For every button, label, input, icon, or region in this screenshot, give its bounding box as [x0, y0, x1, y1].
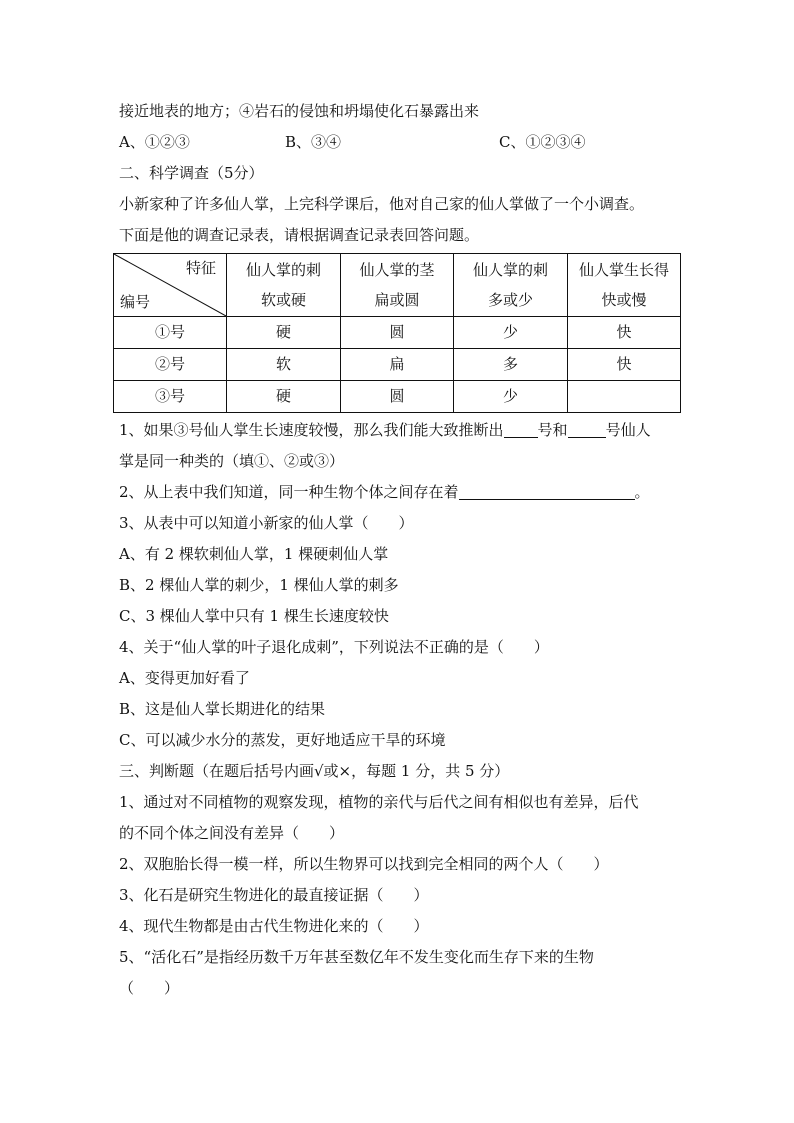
answer-blank[interactable] — [459, 481, 635, 500]
answer-blank[interactable] — [568, 419, 606, 438]
header-cell: 仙人掌的茎 扁或圆 — [341, 254, 454, 317]
table-cell-empty — [568, 381, 681, 413]
table-cell: 硬 — [227, 381, 341, 413]
table-cell: 软 — [227, 349, 341, 381]
survey-table — [113, 253, 681, 413]
q3-option-b: B、2 棵仙人掌的刺少，1 棵仙人掌的刺多 — [119, 576, 399, 594]
table-cell: 圆 — [341, 381, 454, 413]
option-c: C、①②③④ — [499, 133, 586, 151]
survey-question-2: 2、从上表中我们知道，同一种生物个体之间存在着 。 — [119, 483, 650, 501]
table-header-row — [114, 254, 681, 317]
table-cell: 扁 — [341, 349, 454, 381]
answer-blank[interactable] — [504, 419, 538, 438]
table-corner-cell — [114, 254, 227, 317]
table-row — [114, 381, 681, 413]
section-title-survey: 二、科学调查（5分） — [119, 164, 264, 182]
q3-option-c: C、3 棵仙人掌中只有 1 棵生长速度较快 — [119, 607, 389, 625]
table-cell: 少 — [454, 317, 568, 349]
table-cell: 多 — [454, 349, 568, 381]
table-cell: ②号 — [114, 349, 227, 381]
header-cell: 仙人掌的刺 软或硬 — [227, 254, 341, 317]
q4-option-b: B、这是仙人掌长期进化的结果 — [119, 700, 326, 718]
table-cell: ①号 — [114, 317, 227, 349]
q4-option-a: A、变得更加好看了 — [119, 669, 250, 687]
section-title-judgement: 三、判断题（在题后括号内画√或×，每题 1 分，共 5 分） — [119, 762, 510, 780]
survey-question-1-cont: 掌是同一种类的（填①、②或③） — [119, 452, 345, 470]
table-cell: 少 — [454, 381, 568, 413]
exam-page — [119, 96, 689, 1004]
table-cell: 圆 — [341, 317, 454, 349]
table-row — [114, 349, 681, 381]
survey-intro-line-2: 下面是他的调查记录表，请根据调查记录表回答问题。 — [119, 226, 480, 244]
question-continuation: 接近地表的地方；④岩石的侵蚀和坍塌使化石暴露出来 — [119, 102, 480, 120]
header-cell: 仙人掌的刺 多或少 — [454, 254, 568, 317]
q4-option-c: C、可以减少水分的蒸发，更好地适应干旱的环境 — [119, 731, 446, 749]
survey-question-4: 4、关于“仙人掌的叶子退化成刺”，下列说法不正确的是（ ） — [119, 638, 549, 656]
survey-question-1: 1、如果③号仙人掌生长速度较慢，那么我们能大致推断出 号和 号仙人 — [119, 421, 651, 439]
judgement-item: 的不同个体之间没有差异（ ） — [119, 824, 345, 842]
q3-option-a: A、有 2 棵软刺仙人掌，1 棵硬刺仙人掌 — [119, 545, 389, 563]
survey-intro-line-1: 小新家种了许多仙人掌，上完科学课后，他对自己家的仙人掌做了一个小调查。 — [119, 195, 645, 213]
table-row — [114, 317, 681, 349]
table-cell: 硬 — [227, 317, 341, 349]
survey-question-3: 3、从表中可以知道小新家的仙人掌（ ） — [119, 514, 414, 532]
header-cell: 仙人掌生长得 快或慢 — [568, 254, 681, 317]
judgement-item: 2、双胞胎长得一模一样，所以生物界可以找到完全相同的两个人（ ） — [119, 855, 609, 873]
judgement-item: 4、现代生物都是由古代生物进化来的（ ） — [119, 917, 429, 935]
table-cell: 快 — [568, 317, 681, 349]
judgement-item: （ ） — [119, 979, 180, 997]
judgement-item: 3、化石是研究生物进化的最直接证据（ ） — [119, 886, 429, 904]
judgement-item: 1、通过对不同植物的观察发现，植物的亲代与后代之间有相似也有差异，后代 — [119, 793, 639, 811]
table-cell: 快 — [568, 349, 681, 381]
corner-label-feature: 特征 — [185, 259, 216, 277]
option-b: B、③④ — [285, 133, 342, 151]
judgement-item: 5、“活化石”是指经历数千万年甚至数亿年不发生变化而生存下来的生物 — [119, 948, 594, 966]
corner-label-number: 编号 — [120, 293, 151, 311]
table-cell: ③号 — [114, 381, 227, 413]
question-options — [119, 127, 689, 158]
option-a: A、①②③ — [119, 133, 190, 151]
